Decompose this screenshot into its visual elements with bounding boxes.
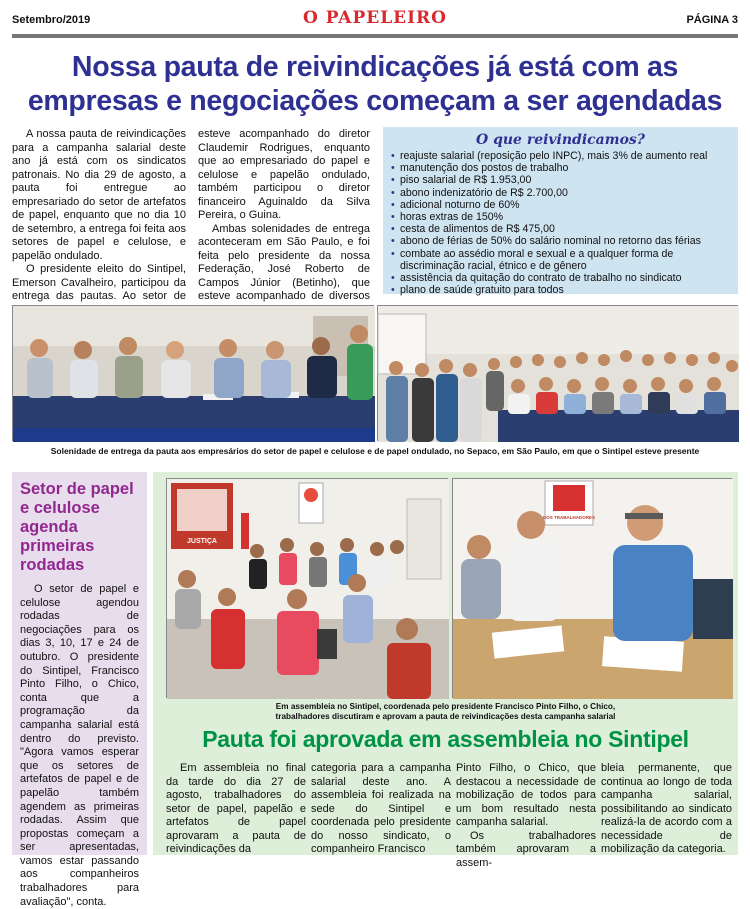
demand-item: • piso salarial de R$ 1.953,00 [391,174,730,186]
article2-paragraph: bleia permanente, que continua ao longo de toda campanha salarial, possibilitando ao sindicato realizá-la de acordo com a necessidade de mobilização da categoria. [601,762,732,855]
article2-column-4 [601,762,732,857]
photo-caption-ceremony: Solenidade de entrega da pauta aos empresários do setor de papel e celulose e de papel ondulado, no Sepaco, em São Paulo, em que o Sintipel esteve presente [50,446,700,456]
article2-paragraph: Os trabalhadores também aprovaram a assem- [456,829,596,869]
demand-item: • adicional noturno de 60% [391,199,730,211]
article2-column-2 [311,762,451,857]
header-rule [12,34,738,38]
headline-line-2: empresas e negociações começam a ser agendadas [27,85,723,117]
photo-assembly-audience [166,478,448,698]
caption-line-1: Em assembleia no Sintipel, coordenada pelo presidente Francisco Pinto Filho, o Chico, [275,702,616,711]
demand-item: • abono indenizatório de R$ 2.700,00 [391,187,730,199]
photo-caption-assembly [153,702,738,722]
demand-item: • reajuste salarial (reposição pelo INPC), mais 3% de aumento real [391,150,730,162]
demand-item: • abono de férias de 50% do salário nominal no retorno das férias [391,235,730,247]
article1-paragraph: esteve acompanhado do diretor Claudemir Rodrigues, enquanto que ao empresariado do papel e celulose e papelão ondulado, também participou o diretor financeiro Aguinaldo da Silva Pereira, o Guina. [198,128,370,221]
demand-item: • horas extras de 150% [391,211,730,223]
headline-line-1: Nossa pauta de reivindicações já está com as [71,51,679,83]
issue-date: Setembro/2019 [12,14,91,26]
assembly-headline: Pauta foi aprovada em assembleia no Sintipel [202,726,689,752]
article1-paragraph: Ambas solenidades de entrega aconteceram em São Paulo, e foi feita pelo presidente da nossa Federação, José Roberto de Campos Júnior (Betinho), que esteve acompanhado de diversos [198,222,370,302]
article2-paragraph: Em assembleia no final da tarde do dia 27 de agosto, trabalhadores do setor de papel, papelão e artefatos de papel aprovaram a pauta de reivindicações da [166,762,306,855]
banner-sign: DOS TRABALHADORES [542,515,596,520]
article1-column-1 [12,128,186,317]
sidebar-title: Setor de papel e celulose agenda primeiras rodadas [20,480,134,574]
article1-column-2 [198,128,370,331]
page-number: PÁGINA 3 [686,14,738,26]
sidebar-paragraph: O setor de papel e celulose agendou rodadas de negociações para os dias 3, 10, 17 e 24 de outubro. O presidente do Sintipel, Francisco Pinto Filho, o Chico, conta que a programação da campanha salarial está dentro do previsto. "Agora vamos esperar que os setores de artefatos de papel e de papelão também agendem as primeiras rodadas. Assim que propostas começam a ser apresentadas, vamos estar passando aos companheiros trabalhadores para avaliação", conta. [20,583,139,908]
sidebar-box [12,472,147,908]
demand-item: • combate ao assédio moral e sexual e a qualquer forma de discriminação racial, étnico e de gênero [391,248,730,272]
demand-item: • manutenção dos postos de trabalho [391,162,730,174]
photo-ceremony-group [377,305,738,441]
article2-column-3 [456,762,596,870]
demands-title: O que reivindicamos? [476,132,645,148]
poster-sign: JUSTIÇA [187,538,217,545]
caption-line-2: trabalhadores discutiram e aprovam a pauta de reivindicações desta campanha salarial [275,712,616,721]
demands-list [391,150,730,296]
photo-ceremony-left [12,305,374,441]
demand-item: • assistência da quitação do contrato de trabalho no sindicato [391,272,730,284]
main-headline [12,50,738,118]
photo-assembly-table [452,478,732,698]
article2-paragraph: categoria para a campanha salarial deste ano. A assembleia foi realizada na sede do Sintipel e coordenada pelo presidente do nosso sindicato, o companheiro Francisco [311,762,451,855]
demand-item: • cesta de alimentos de R$ 475,00 [391,223,730,235]
demands-box [383,127,738,297]
article1-paragraph: A nossa pauta de reivindicações para a campanha salarial deste ano já está com os sindicatos patronais. No dia 29 de agosto, a pauta foi entregue ao empresariado do setor de artefatos de papel, enquanto que no dia 10 de setembro, a entrega foi feita aos setores de papel e celulose, e papelão ondulado. [12,128,186,262]
article2-column-1 [166,762,306,857]
publication-title: O PAPELEIRO [302,8,447,28]
sidebar-body [20,583,139,909]
article2-paragraph: Pinto Filho, o Chico, que destacou a necessidade de mobilização de todos para um bom resultado nesta campanha salarial. [456,762,596,828]
demand-item: • plano de saúde gratuito para todos [391,284,730,296]
page-header [12,6,738,32]
article1-paragraph: O presidente eleito do Sintipel, Emerson Cavalheiro, participou da entrega das pautas. Ao setor de [12,263,186,302]
